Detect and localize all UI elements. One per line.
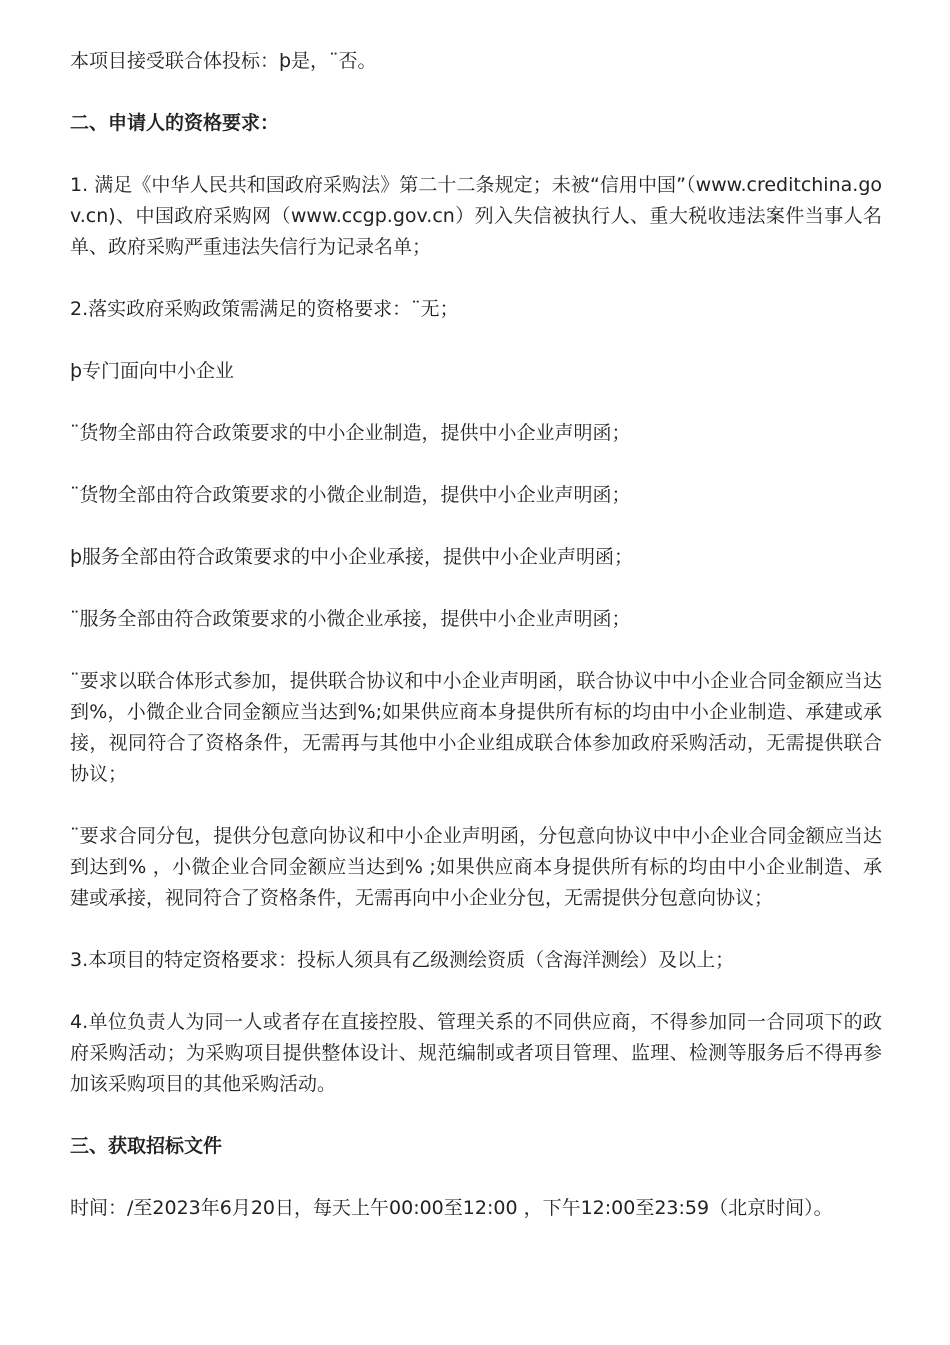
requirement-4: 4.单位负责人为同一人或者存在直接控股、管理关系的不同供应商，不得参加同一合同项下的政府采购活动；为采购项目提供整体设计、规范编制或者项目管理、监理、检测等服务后不得再参加该采购项目的其他采购活动。 [70,1011,882,1095]
requirement-3: 3.本项目的特定资格要求：投标人须具有乙级测绘资质（含海洋测绘）及以上； [70,949,735,971]
obtain-time: 时间：/至2023年6月20日，每天上午00:00至12:00 ，下午12:00至23:59（北京时间）。 [70,1197,833,1219]
option-goods-micro: ¨货物全部由符合政策要求的小微企业制造，提供中小企业声明函； [70,484,631,506]
requirement-1: 1. 满足《中华人民共和国政府采购法》第二十二条规定；未被“信用中国”（www.creditchina.gov.cn)、中国政府采购网（www.ccgp.gov.cn）列入失信被执行人、重大税收违法案件当事人名单、政府采购严重违法失信行为记录名单； [70,174,882,258]
option-services-sme: þ服务全部由符合政策要求的中小企业承接，提供中小企业声明函； [70,546,634,568]
option-consortium: ¨要求以联合体形式参加，提供联合协议和中小企业声明函，联合协议中中小企业合同金额应当达到%，小微企业合同金额应当达到%;如果供应商本身提供所有标的均由中小企业制造、承建或承接，视同符合了资格条件，无需再与其他中小企业组成联合体参加政府采购活动，无需提供联合协议； [70,670,882,785]
section-heading-obtain-documents: 三、获取招标文件 [70,1135,223,1157]
option-services-micro: ¨服务全部由符合政策要求的小微企业承接，提供中小企业声明函； [70,608,631,630]
requirement-2: 2.落实政府采购政策需满足的资格要求：¨无； [70,298,459,320]
option-subcontract: ¨要求合同分包，提供分包意向协议和中小企业声明函，分包意向协议中中小企业合同金额应当达到达到% ，小微企业合同金额应当达到% ;如果供应商本身提供所有标的均由中小企业制造、承建或承接，视同符合了资格条件，无需再向中小企业分包，无需提供分包意向协议； [70,825,882,909]
document-body [70,46,882,1224]
section-heading-qualification: 二、申请人的资格要求： [70,112,280,134]
option-sme-dedicated: þ专门面向中小企业 [70,360,235,382]
option-goods-sme: ¨货物全部由符合政策要求的中小企业制造，提供中小企业声明函； [70,422,631,444]
consortium-bid-statement: 本项目接受联合体投标：þ是，¨否。 [70,50,377,72]
